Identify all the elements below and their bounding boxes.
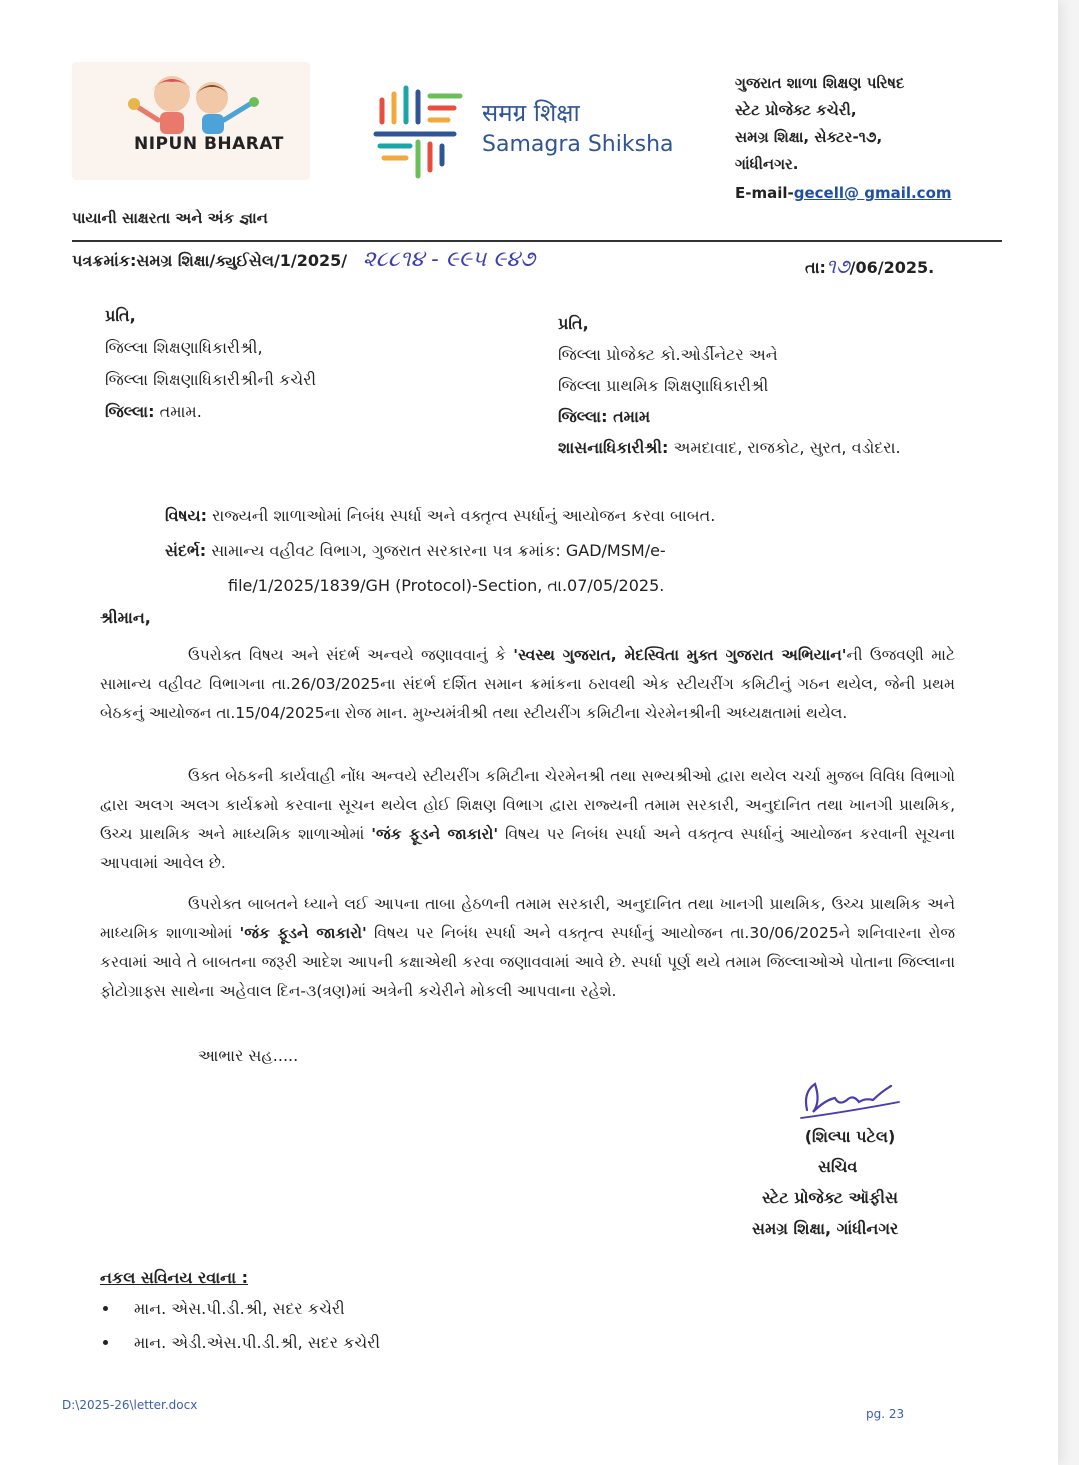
samagra-english-title: Samagra Shiksha <box>482 132 674 157</box>
file-path: D:\2025-26\letter.docx <box>62 1398 198 1412</box>
reference-line-continued: file/1/2025/1839/GH (Protocol)-Section, તા.07/05/2025. <box>228 576 665 595</box>
reference-line <box>165 537 666 565</box>
prati-right: પ્રતિ, <box>558 314 589 333</box>
samagra-shiksha-logo-icon <box>370 82 470 182</box>
address-line: ગાંધીનગર. <box>735 155 799 173</box>
addressee-left-line: જિલ્લા શિક્ષણાધિકારીશ્રી, <box>105 338 263 357</box>
nipun-logo-text: NIPUN BHARAT <box>134 134 284 154</box>
para2-topic: 'જંક ફૂડને જાકારો' <box>371 825 499 843</box>
admin-label: શાસનાધિકારીશ્રી: <box>558 438 669 457</box>
date-handwritten: ૧૭ <box>825 254 850 278</box>
address-line: સમગ્ર શિક્ષા, સેક્ટર-૧૭, <box>735 128 883 146</box>
nipun-bharat-logo <box>72 62 310 180</box>
body-paragraph-2 <box>100 762 955 878</box>
date-suffix: /06/2025. <box>849 258 935 277</box>
date-prefix: તા: <box>805 258 826 277</box>
reference-label: સંદર્ભ: <box>165 541 207 560</box>
reference-number <box>72 246 535 275</box>
list-item: • માન. એસ.પી.ડી.શ્રી, સદર કચેરી <box>120 1292 380 1326</box>
para1-campaign-name: 'સ્વસ્થ ગુજરાત, મેદસ્વિતા મુક્ત ગુજરાત અભિયાન' <box>513 646 847 664</box>
address-line: સ્ટેટ પ્રોજેક્ટ કચેરી, <box>735 101 857 119</box>
signatory-title: સચિવ <box>818 1157 858 1176</box>
addressee-right-line: જિલ્લા પ્રોજેક્ટ કો.ઓર્ડીનેટર અને <box>558 345 778 364</box>
prati-left: પ્રતિ, <box>105 306 136 325</box>
addressee-left <box>105 300 316 428</box>
reference-number-text: પત્રક્રમાંક:સમગ્ર શિક્ષા/ક્યુઈસેલ/1/2025/ <box>72 251 348 270</box>
email-line <box>735 180 952 207</box>
email-label: E-mail- <box>735 184 794 202</box>
handwritten-signature-icon <box>795 1072 905 1122</box>
salutation: શ્રીમાન, <box>100 608 151 627</box>
para1-text-continued: ની ઉજવણી માટે સામાન્ય વહીવટ વિભાગના તા.26/03/2025ના સંદર્ભ દર્શિત સમાન ક્રમાંકના ઠરાવથી એક સ્ટીયરીંગ કમિટીનું ગઠન થયેલ, જેની પ્રથમ બેઠકનું આયોજન તા.15/04/2025ના રોજ માન. મુખ્યમંત્રીશ્રી તથા સ્ટીયરીંગ કમિટીના ચેરમેનશ્રીની અધ્યક્ષતામાં થયેલ. <box>100 646 955 722</box>
para3-topic: 'જંક ફૂડને જાકારો' <box>239 924 367 942</box>
district-label-right: જિલ્લા: <box>558 407 608 426</box>
header-divider <box>72 240 1002 242</box>
para2-text-continued: વિષય પર નિબંધ સ્પર્ધા અને વક્તૃત્વ સ્પર્ધાનું આયોજન કરવાની સૂચના આપવામાં આવેલ છે. <box>100 825 956 872</box>
subject-label: વિષય: <box>165 506 208 525</box>
copy-heading: નકલ સવિનય રવાના : <box>100 1268 248 1287</box>
addressee-right-line: જિલ્લા પ્રાથમિક શિક્ષણાધિકારીશ્રી <box>558 376 769 395</box>
para3-text-continued: વિષય પર નિબંધ સ્પર્ધા અને વક્તૃત્વ સ્પર્ધાનું આયોજન તા.30/06/2025ને શનિવારના રોજ કરવામાં આવે તે બાબતના જરૂરી આદેશ આપની કક્ષાએથી કરવા જણાવવામાં આવે છે. સ્પર્ધા પૂર્ણ થયે તમામ જિલ્લાઓએ પોતાના જિલ્લાના ફોટોગ્રાફ્સ સાથેના અહેવાલ દિન-૩(ત્રણ)માં અત્રેની કચેરીને મોકલી આપવાના રહેશે. <box>100 924 955 1000</box>
body-paragraph-1 <box>100 641 955 728</box>
para1-text: ઉપરોક્ત વિષય અને સંદર્ભ અન્વયે જણાવવાનું કે <box>188 646 514 664</box>
body-paragraph-3 <box>100 890 955 1006</box>
list-item: • માન. એડી.એસ.પી.ડી.શ્રી, સદર કચેરી <box>120 1326 380 1360</box>
district-label-left: જિલ્લા: <box>105 402 155 421</box>
email-link[interactable]: gecell@ gmail.com <box>793 184 952 202</box>
reference-handwritten: ૨૮૮૧૪ - ૯૯૫ ૯૪૭ <box>362 247 536 272</box>
para3-text: ઉપરોક્ત બાબતને ધ્યાને લઈ આપના તાબા હેઠળની તમામ સરકારી, અનુદાનિત તથા ખાનગી પ્રાથમિક, ઉચ્ચ પ્રાથમિક અને માધ્યમિક શાળાઓમાં <box>100 895 955 942</box>
district-value-right: તમામ <box>607 407 651 426</box>
district-value-left: તમામ. <box>154 402 202 421</box>
signatory-name: (શિલ્પા પટેલ) <box>804 1127 896 1146</box>
children-illustration-icon <box>72 62 310 180</box>
para2-text: ઉક્ત બેઠકની કાર્યવાહી નોંધ અન્વયે સ્ટીયરીંગ કમિટીના ચેરમેનશ્રી તથા સભ્યશ્રીઓ દ્વારા થયેલ ચર્ચા મુજબ વિવિધ વિભાગો દ્વારા અલગ અલગ કાર્યક્રમો કરવાના સૂચન થયેલ હોઈ શિક્ષણ વિભાગ દ્વારા રાજ્યની તમામ સરકારી, અનુદાનિત તથા ખાનગી પ્રાથમિક, ઉચ્ચ પ્રાથમિક અને માધ્યમિક શાળાઓમાં <box>100 767 955 843</box>
letter-date <box>805 252 934 282</box>
subject-line <box>165 502 715 530</box>
addressee-right <box>558 308 901 463</box>
reference-text: સામાન્ય વહીવટ વિભાગ, ગુજરાત સરકારના પત્ર ક્રમાંક: GAD/MSM/e- <box>206 541 666 560</box>
copy-list <box>100 1292 380 1360</box>
signatory-office: સ્ટેટ પ્રોજેક્ટ ઑફીસ <box>762 1188 898 1207</box>
tagline: પાયાની સાક્ષરતા અને અંક જ્ઞાન <box>72 209 268 227</box>
addressee-left-line: જિલ્લા શિક્ષણાધિકારીશ્રીની કચેરી <box>105 370 317 389</box>
page-number: pg. 23 <box>866 1407 905 1421</box>
closing: આભાર સહ..... <box>198 1046 299 1065</box>
admin-value: અમદાવાદ, રાજકોટ, સુરત, વડોદરા. <box>668 438 901 457</box>
office-address <box>735 70 952 207</box>
samagra-hindi-title: समग्र शिक्षा <box>482 99 580 127</box>
signatory-place: સમગ્ર શિક્ષા, ગાંધીનગર <box>752 1219 899 1238</box>
subject-text: રાજ્યની શાળાઓમાં નિબંધ સ્પર્ધા અને વક્તૃત્વ સ્પર્ધાનું આયોજન કરવા બાબત. <box>207 506 716 525</box>
address-line: ગુજરાત શાળા શિક્ષણ પરિષદ <box>735 74 905 92</box>
